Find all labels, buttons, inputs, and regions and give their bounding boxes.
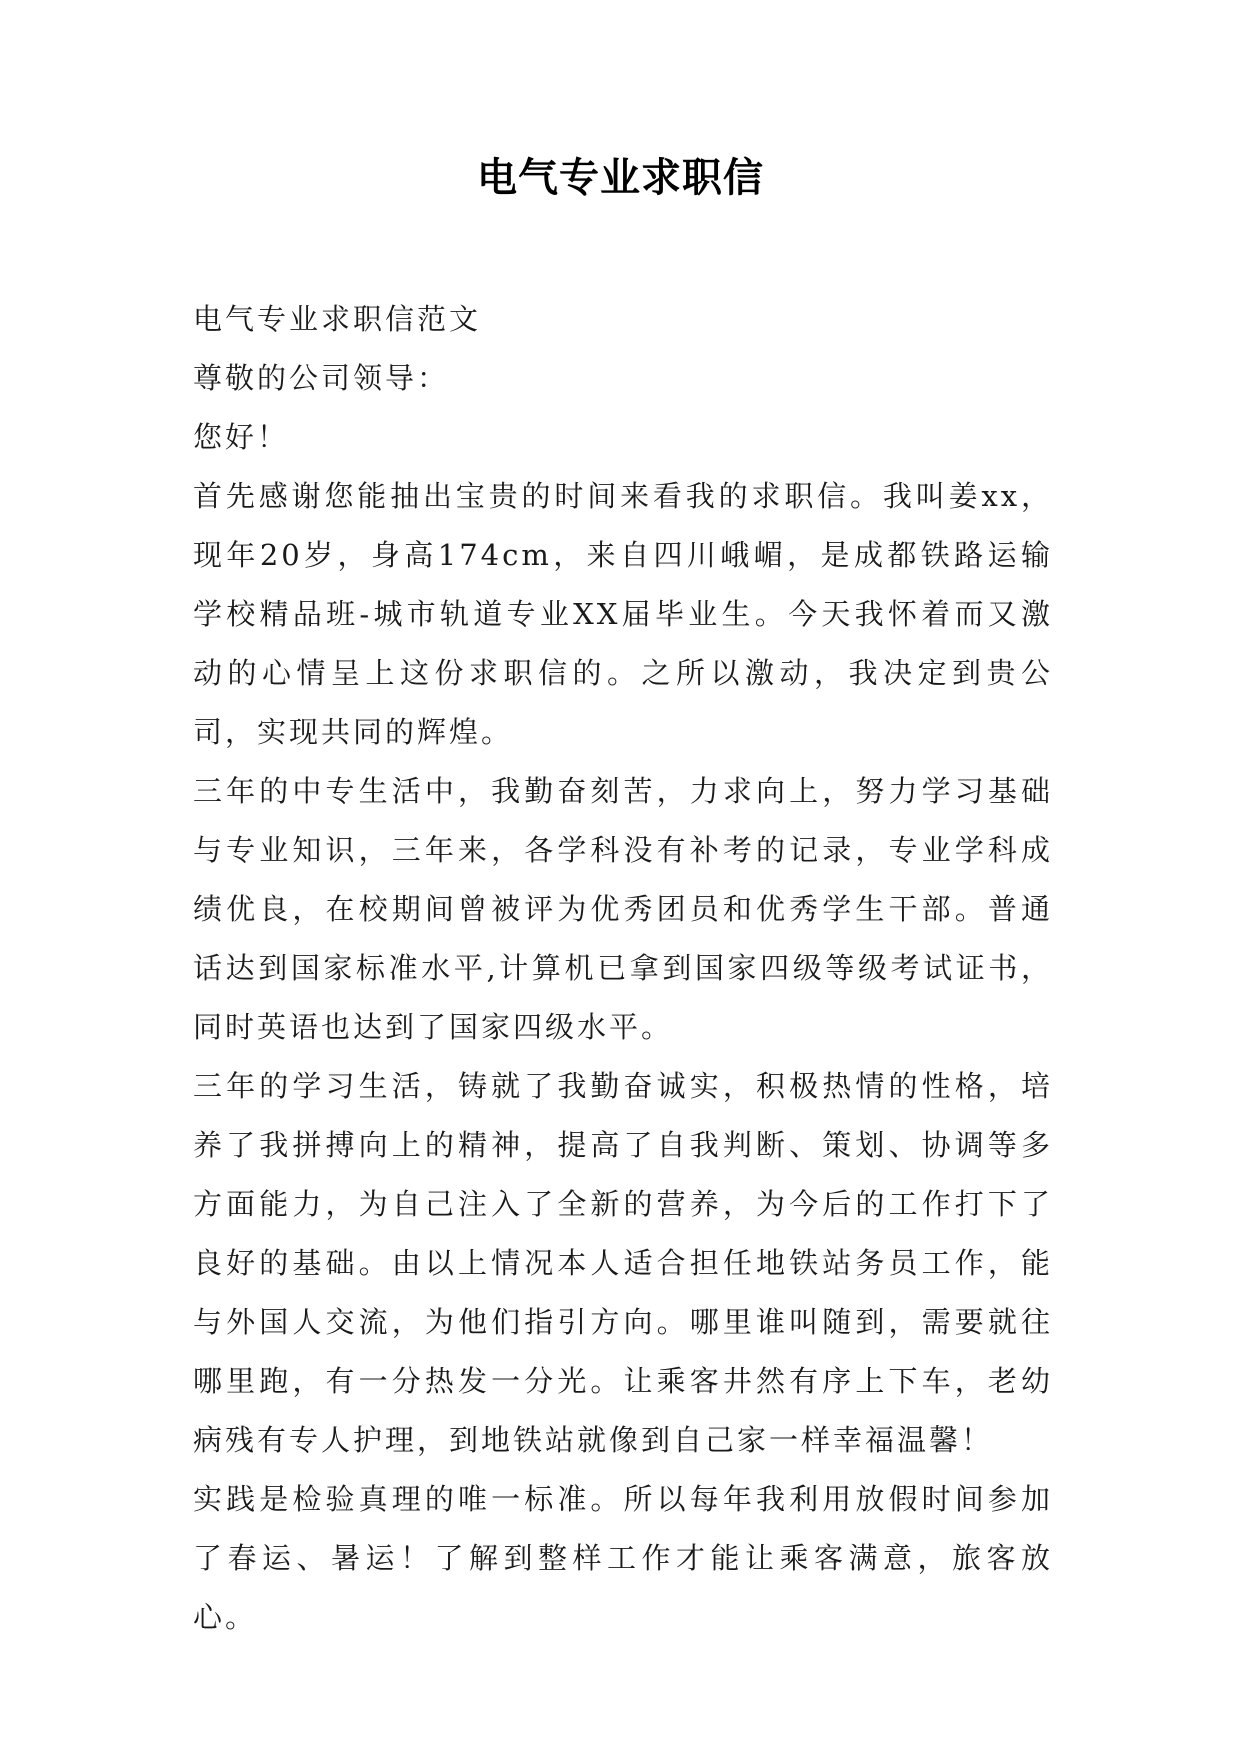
paragraph-character: 三年的学习生活，铸就了我勤奋诚实，积极热情的性格，培养了我拼搏向上的精神，提高了自我判断、策划、协调等多方面能力，为自己注入了全新的营养，为今后的工作打下了良好的基础。由以上情况本人适合担任地铁站务员工作，能与外国人交流，为他们指引方向。哪里谁叫随到，需要就往哪里跑，有一分热发一分光。让乘客井然有序上下车，老幼病残有专人护理，到地铁站就像到自己家一样幸福温馨！	[193, 1069, 1053, 1457]
document-body	[193, 290, 1053, 1647]
subtitle-line: 电气专业求职信范文	[193, 302, 482, 336]
salutation: 尊敬的公司领导：	[193, 361, 450, 395]
paragraph-practice: 实践是检验真理的唯一标准。所以每年我利用放假时间参加了春运、暑运！了解到整样工作才能让乘客满意，旅客放心。	[193, 1482, 1053, 1634]
greeting: 您好！	[193, 420, 290, 454]
paragraph-study: 三年的中专生活中，我勤奋刻苦，力求向上，努力学习基础与专业知识，三年来，各学科没有补考的记录，专业学科成绩优良，在校期间曾被评为优秀团员和优秀学生干部。普通话达到国家标准水平,计算机已拿到国家四级等级考试证书，同时英语也达到了国家四级水平。	[193, 774, 1053, 1044]
document-title: 电气专业求职信	[477, 154, 764, 201]
paragraph-intro: 首先感谢您能抽出宝贵的时间来看我的求职信。我叫姜xx，现年20岁，身高174cm，来自四川峨嵋，是成都铁路运输学校精品班-城市轨道专业XX届毕业生。今天我怀着而又激动的心情呈上这份求职信的。之所以激动，我决定到贵公司，实现共同的辉煌。	[193, 479, 1053, 749]
